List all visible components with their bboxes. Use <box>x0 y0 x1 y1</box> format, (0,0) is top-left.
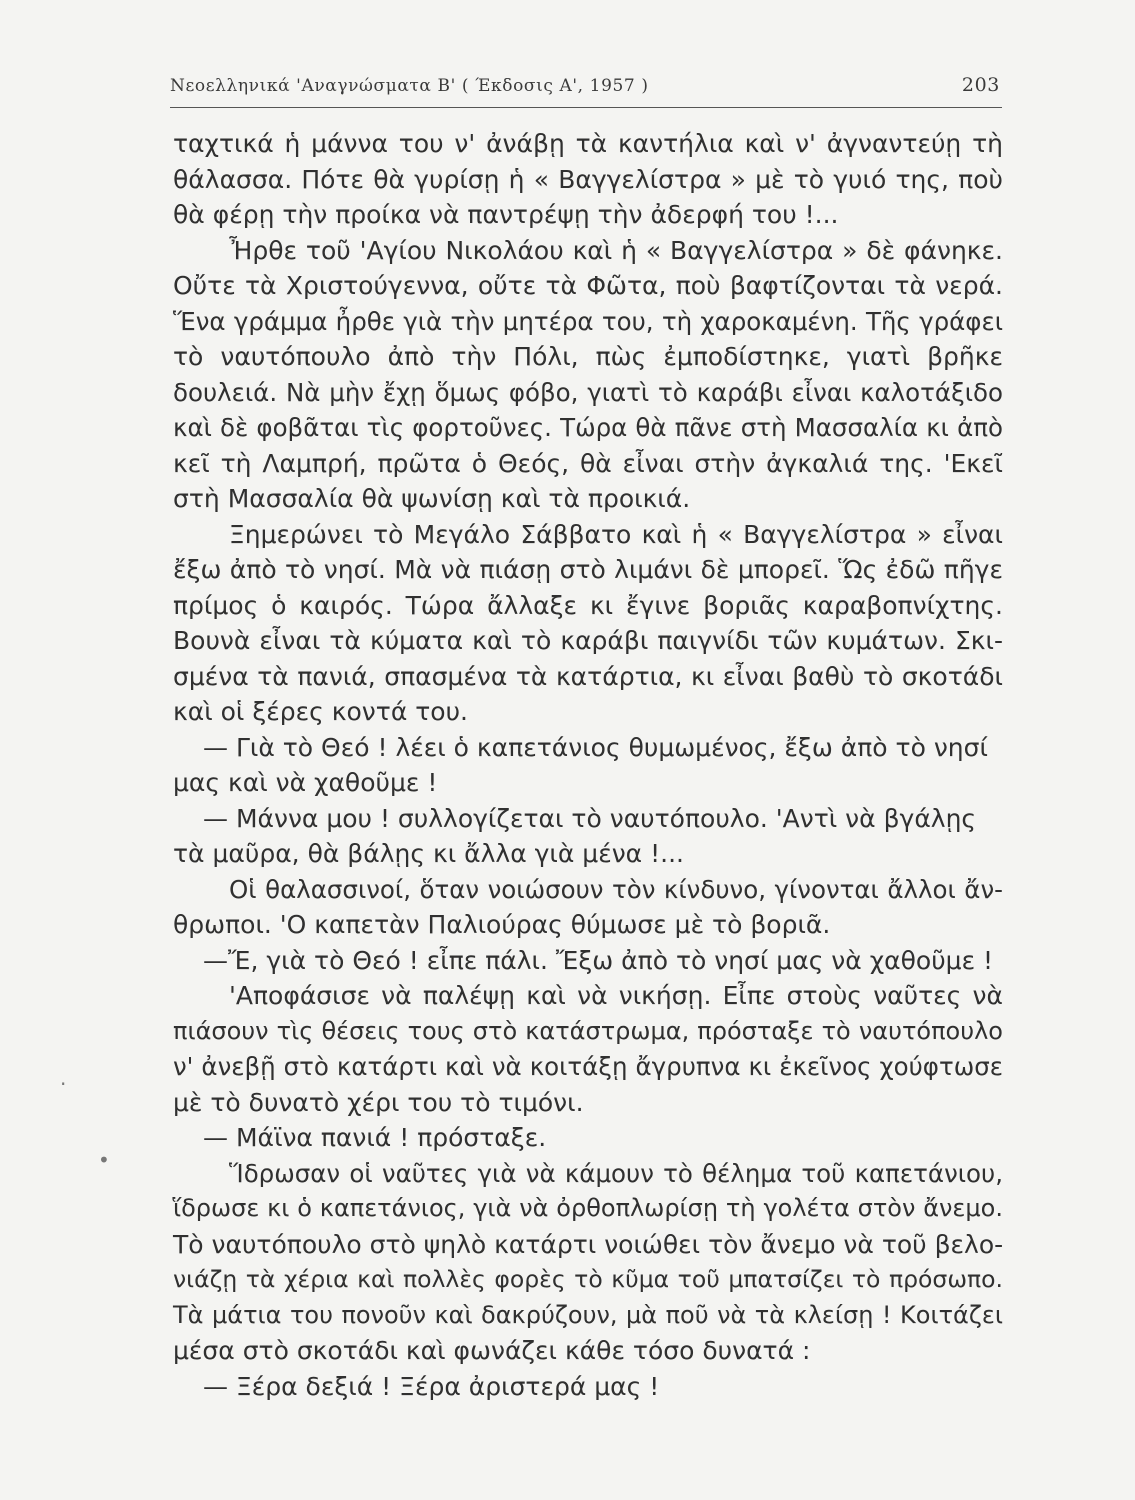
text-line: Βουνὰ εἶναι τὰ κύματα καὶ τὸ καράβι παιγνίδι τῶν κυμάτων. Σκι- <box>173 626 1003 655</box>
page-number: 203 <box>961 74 1000 96</box>
scan-speck: • <box>98 1148 110 1172</box>
text-line: ν' ἀνεβῇ στὸ κατάρτι καὶ νὰ κοιτάξῃ ἄγρυπνα κι ἐκεῖνος χούφτωσε <box>173 1052 1003 1081</box>
text-line: — Μάννα μου ! συλλογίζεται τὸ ναυτόπουλο. 'Αντὶ νὰ βγάλῃς <box>203 803 977 833</box>
text-line: Ἵδρωσαν οἱ ναῦτες γιὰ νὰ κάμουν τὸ θέλημα τοῦ καπετάνιου, <box>229 1158 1003 1188</box>
text-line: πρίμος ὁ καιρός. Τώρα ἄλλαξε κι ἔγινε βοριᾶς καραβοπνίχτης. <box>173 590 1003 620</box>
text-line: 'Αποφάσισε νὰ παλέψῃ καὶ νὰ νικήσῃ. Εἶπε στοὺς ναῦτες νὰ <box>229 981 1003 1010</box>
text-line: θάλασσα. Πότε θὰ γυρίσῃ ἡ « Βαγγελίστρα » μὲ τὸ γυιό της, ποὺ <box>173 164 1003 194</box>
text-line: καὶ οἱ ξέρες κοντά του. <box>173 697 469 726</box>
text-line: Οὔτε τὰ Χριστούγεννα, οὔτε τὰ Φῶτα, ποὺ βαφτίζονται τὰ νερά. <box>173 271 1003 300</box>
text-line: Ἕνα γράμμα ἦρθε γιὰ τὴν μητέρα του, τὴ χαροκαμένη. Τῆς γράφει <box>173 306 1003 336</box>
text-line: — Γιὰ τὸ Θεό ! λέει ὁ καπετάνιος θυμωμένος, ἔξω ἀπὸ τὸ νησί <box>203 732 988 762</box>
text-line: μας καὶ νὰ χαθοῦμε ! <box>173 768 438 797</box>
text-line: Ξημερώνει τὸ Μεγάλο Σάββατο καὶ ἡ « Βαγγελίστρα » εἶναι <box>229 519 1003 549</box>
page-header <box>170 70 1002 102</box>
text-line: θὰ φέρῃ τὴν προίκα νὰ παντρέψῃ τὴν ἀδερφή του !... <box>173 200 839 229</box>
text-line: Τὸ ναυτόπουλο στὸ ψηλὸ κατάρτι νοιώθει τὸν ἄνεμο νὰ τοῦ βελο- <box>173 1229 1004 1259</box>
running-title: Νεοελληνικά 'Αναγνώσματα Β' ( Έκδοσις Α', 1957 ) <box>170 76 649 96</box>
scan-speck: · <box>60 1072 67 1096</box>
text-line: σμένα τὰ πανιά, σπασμένα τὰ κατάρτια, κι εἶναι βαθὺ τὸ σκοτάδι <box>173 661 1003 691</box>
text-line: —Ἔ, γιὰ τὸ Θεό ! εἶπε πάλι. Ἔξω ἀπὸ τὸ νησί μας νὰ χαθοῦμε ! <box>203 945 994 975</box>
text-line: μέσα στὸ σκοτάδι καὶ φωνάζει κάθε τόσο δυνατά : <box>173 1336 811 1365</box>
text-line: ἔξω ἀπὸ τὸ νησί. Μὰ νὰ πιάσῃ στὸ λιμάνι δὲ μπορεῖ. Ὥς ἐδῶ πῆγε <box>173 555 1003 584</box>
text-line: μὲ τὸ δυνατὸ χέρι του τὸ τιμόνι. <box>173 1087 584 1117</box>
text-line: Οἱ θαλασσινοί, ὅταν νοιώσουν τὸν κίνδυνο, γίνονται ἄλλοι ἄν- <box>229 874 1003 904</box>
text-line: δουλειά. Νὰ μὴν ἔχῃ ὅμως φόβο, γιατὶ τὸ καράβι εἶναι καλοτάξιδο <box>173 377 1003 407</box>
text-line: καὶ δὲ φοβᾶται τὶς φορτοῦνες. Τώρα θὰ πᾶνε στὴ Μασσαλία κι ἀπὸ <box>173 413 1003 442</box>
text-line: ταχτικά ἡ μάννα του ν' ἀνάβῃ τὰ καντήλια καὶ ν' ἀγναντεύῃ τὴ <box>173 129 1003 158</box>
text-line: τὸ ναυτόπουλο ἀπὸ τὴν Πόλι, πὼς ἐμποδίστηκε, γιατὶ βρῆκε <box>173 342 1003 371</box>
text-line: κεῖ τὴ Λαμπρή, πρῶτα ὁ Θεός, θὰ εἶναι στὴν ἀγκαλιά της. 'Εκεῖ <box>173 448 1003 478</box>
body-text <box>173 126 1003 1404</box>
text-line: — Μάϊνα πανιά ! πρόσταξε. <box>203 1123 547 1152</box>
text-line: πιάσουν τὶς θέσεις τους στὸ κατάστρωμα, πρόσταξε τὸ ναυτόπουλο <box>173 1016 1003 1045</box>
text-line: τὰ μαῦρα, θὰ βάλῃς κι ἄλλα γιὰ μένα !... <box>173 839 684 868</box>
text-line: Τὰ μάτια του πονοῦν καὶ δακρύζουν, μὰ ποῦ νὰ τὰ κλείσῃ ! Κοιτάζει <box>173 1300 1003 1329</box>
text-line: στὴ Μασσαλία θὰ ψωνίσῃ καὶ τὰ προικιά. <box>173 484 691 513</box>
text-line: νιάζῃ τὰ χέρια καὶ πολλὲς φορὲς τὸ κῦμα τοῦ μπατσίζει τὸ πρόσωπο. <box>173 1265 1003 1293</box>
text-line: θρωποι. 'Ο καπετὰν Παλιούρας θύμωσε μὲ τὸ βοριᾶ. <box>173 910 831 939</box>
header-rule <box>170 107 1002 108</box>
text-line: Ἦρθε τοῦ 'Αγίου Νικολάου καὶ ἡ « Βαγγελίστρα » δὲ φάνηκε. <box>229 235 1003 265</box>
text-line: ἵδρωσε κι ὁ καπετάνιος, γιὰ νὰ ὀρθοπλωρίσῃ τὴ γολέτα στὸν ἄνεμο. <box>173 1194 1003 1222</box>
text-line: — Ξέρα δεξιά ! Ξέρα ἀριστερά μας ! <box>203 1371 660 1401</box>
